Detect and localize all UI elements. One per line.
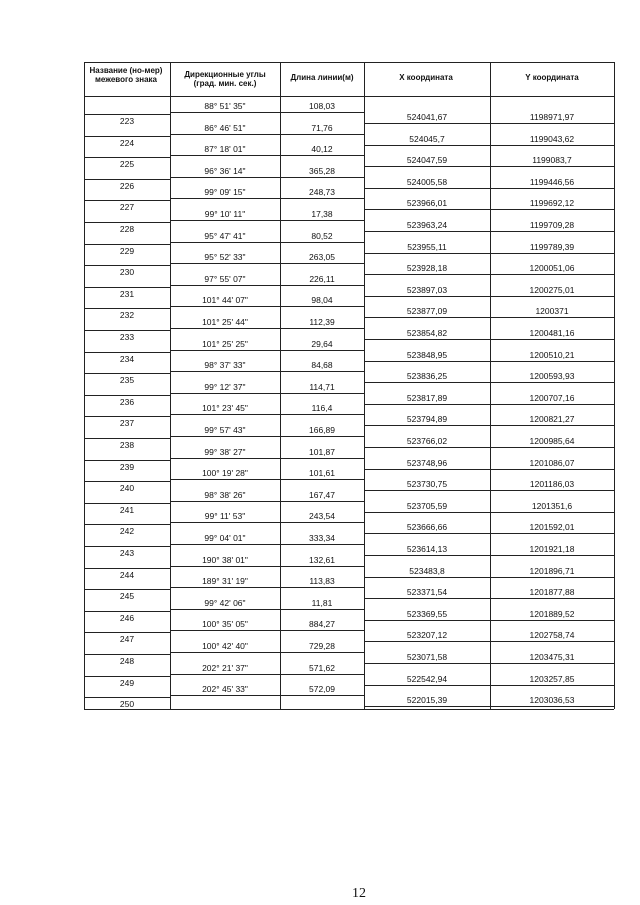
y-coordinate-cell: 1201877,88 xyxy=(529,587,575,598)
table-line xyxy=(170,609,280,610)
marker-name-cell: 225 xyxy=(119,159,135,170)
angle-cell: 100° 35' 05" xyxy=(202,619,248,630)
x-coordinate-cell: 523897,03 xyxy=(406,284,448,295)
marker-name-cell: 236 xyxy=(119,396,135,407)
table-line xyxy=(280,263,364,264)
table-line xyxy=(364,598,490,599)
table-line xyxy=(364,447,490,448)
table-line xyxy=(490,145,614,146)
table-line xyxy=(84,416,170,417)
table-line xyxy=(170,501,280,502)
marker-name-cell: 248 xyxy=(119,656,135,666)
marker-name-cell: 249 xyxy=(119,677,135,688)
marker-name-cell: 223 xyxy=(119,116,135,126)
x-coordinate-cell: 523614,13 xyxy=(406,544,448,554)
table-line xyxy=(170,414,280,415)
table-line xyxy=(84,308,170,309)
angle-cell: 99° 38' 27" xyxy=(204,446,246,457)
table-line xyxy=(170,652,280,653)
table-line xyxy=(170,328,280,329)
table-line xyxy=(170,134,280,135)
length-cell: 365,28 xyxy=(309,165,335,176)
table-line xyxy=(490,123,614,124)
marker-name-cell: 230 xyxy=(119,267,135,278)
table-line xyxy=(280,177,364,178)
table-line xyxy=(490,663,614,664)
marker-name-cell: 245 xyxy=(119,591,135,602)
y-coordinate-cell: 1201889,52 xyxy=(529,608,575,619)
angle-cell: 100° 42' 40" xyxy=(202,641,248,651)
table-line xyxy=(84,330,170,331)
table-line xyxy=(170,155,280,156)
table-line xyxy=(84,481,170,482)
table-line xyxy=(490,533,614,534)
length-cell: 101,61 xyxy=(309,468,335,479)
marker-name-cell: 229 xyxy=(119,245,135,256)
table-line xyxy=(280,566,364,567)
table-line xyxy=(490,361,614,362)
x-coordinate-cell: 523748,96 xyxy=(406,457,448,468)
length-cell: 84,68 xyxy=(311,360,333,371)
table-line xyxy=(490,231,614,232)
angle-cell: 101° 25' 25" xyxy=(202,338,248,349)
angle-cell: 189° 31' 19" xyxy=(202,576,248,587)
marker-name-cell: 247 xyxy=(119,634,135,645)
table-line xyxy=(490,555,614,556)
length-cell: 248,73 xyxy=(309,187,335,198)
table-line xyxy=(84,546,170,547)
x-coordinate-cell: 524041,67 xyxy=(406,112,448,122)
table-line xyxy=(364,685,490,686)
angle-cell: 101° 44' 07" xyxy=(202,295,248,306)
length-cell: 80,52 xyxy=(311,230,333,241)
x-coordinate-cell: 523705,59 xyxy=(406,500,448,511)
y-coordinate-cell: 1200593,93 xyxy=(529,371,575,382)
table-line xyxy=(364,404,490,405)
x-coordinate-cell: 523817,89 xyxy=(406,392,448,403)
x-coordinate-cell: 523877,09 xyxy=(406,306,448,317)
table-line xyxy=(490,620,614,621)
table-line xyxy=(84,395,170,396)
table-line xyxy=(84,438,170,439)
length-cell: 116,4 xyxy=(311,403,333,414)
table-line xyxy=(280,112,364,113)
y-coordinate-cell: 1203257,85 xyxy=(529,673,575,684)
angle-cell: 202° 45' 33" xyxy=(202,684,248,695)
table-line xyxy=(364,469,490,470)
table-line xyxy=(364,533,490,534)
table-line xyxy=(364,555,490,556)
marker-name-cell: 227 xyxy=(119,202,135,213)
table-line xyxy=(84,568,170,569)
table-line xyxy=(490,339,614,340)
table-line xyxy=(490,577,614,578)
table-line xyxy=(84,96,614,97)
marker-name-cell: 237 xyxy=(119,418,135,429)
table-line xyxy=(170,587,280,588)
table-line xyxy=(84,524,170,525)
table-line xyxy=(364,231,490,232)
table-line xyxy=(170,393,280,394)
angle-cell: 99° 11' 53" xyxy=(204,511,246,522)
table-line xyxy=(490,404,614,405)
marker-name-cell: 244 xyxy=(119,569,135,580)
table-line xyxy=(364,166,490,167)
table-line xyxy=(84,676,170,677)
x-coordinate-cell: 523854,82 xyxy=(406,328,448,338)
table-line xyxy=(364,274,490,275)
length-cell: 263,05 xyxy=(309,252,335,263)
table-line xyxy=(490,685,614,686)
table-line xyxy=(280,155,364,156)
y-coordinate-cell: 1200821,27 xyxy=(529,414,575,425)
table-line xyxy=(84,373,170,374)
table-line xyxy=(84,222,170,223)
marker-name-cell: 233 xyxy=(119,332,135,342)
table-line xyxy=(84,352,170,353)
table-line xyxy=(84,136,170,137)
angle-cell: 98° 37' 33" xyxy=(204,360,246,371)
y-coordinate-cell: 1200707,16 xyxy=(529,392,575,403)
page-number: 12 xyxy=(352,886,366,901)
length-cell: 571,62 xyxy=(309,662,335,673)
angle-cell: 190° 38' 01" xyxy=(202,554,248,565)
length-cell: 101,87 xyxy=(309,446,335,457)
table-line xyxy=(490,253,614,254)
table-line xyxy=(364,253,490,254)
table-line xyxy=(280,544,364,545)
table-line xyxy=(490,188,614,189)
x-coordinate-cell: 523207,12 xyxy=(406,630,448,641)
table-line xyxy=(280,393,364,394)
header-y: Y координата xyxy=(525,73,579,82)
angle-cell: 99° 57' 43" xyxy=(204,425,246,435)
length-cell: 29,64 xyxy=(311,338,333,349)
table-line xyxy=(490,425,614,426)
table-line xyxy=(364,209,490,210)
length-cell: 884,27 xyxy=(309,619,335,630)
table-line xyxy=(364,317,490,318)
y-coordinate-cell: 1199043,62 xyxy=(529,133,575,144)
length-cell: 71,76 xyxy=(311,122,333,133)
length-cell: 114,71 xyxy=(309,381,335,392)
angle-cell: 96° 36' 14" xyxy=(204,165,246,176)
header-angles: Дирекционные углы (град. мин. сек.) xyxy=(184,70,266,88)
marker-name-cell: 224 xyxy=(119,137,135,148)
table-line xyxy=(280,458,364,459)
table-line xyxy=(490,447,614,448)
angle-cell: 99° 12' 37" xyxy=(204,381,246,392)
x-coordinate-cell: 523966,01 xyxy=(406,198,448,209)
length-cell: 243,54 xyxy=(309,511,335,522)
y-coordinate-cell: 1203475,31 xyxy=(529,652,575,662)
table-line xyxy=(490,317,614,318)
marker-name-cell: 228 xyxy=(119,224,135,234)
table-line xyxy=(280,652,364,653)
table-line xyxy=(280,306,364,307)
marker-name-cell: 246 xyxy=(119,612,135,623)
marker-name-cell: 235 xyxy=(119,375,135,386)
table-line xyxy=(280,198,364,199)
table-line xyxy=(170,458,280,459)
table-line xyxy=(490,382,614,383)
y-coordinate-cell: 1201592,01 xyxy=(529,522,575,533)
y-coordinate-cell: 1199692,12 xyxy=(529,198,575,209)
table-line xyxy=(280,371,364,372)
table-line xyxy=(170,263,280,264)
y-coordinate-cell: 1200371 xyxy=(535,306,569,317)
table-line xyxy=(170,522,280,523)
angle-cell: 97° 55' 07" xyxy=(204,273,246,284)
table-line xyxy=(364,620,490,621)
table-line xyxy=(170,242,280,243)
x-coordinate-cell: 523955,11 xyxy=(407,241,447,252)
x-coordinate-cell: 523730,75 xyxy=(406,479,448,490)
table-line xyxy=(614,62,615,709)
table-line xyxy=(84,611,170,612)
header-x: Х координата xyxy=(399,73,453,82)
table-line xyxy=(490,641,614,642)
header-length: Длина линии(м) xyxy=(290,73,354,82)
table-line xyxy=(84,265,170,266)
table-line xyxy=(84,179,170,180)
marker-name-cell: 226 xyxy=(119,180,135,191)
table-line xyxy=(84,654,170,655)
y-coordinate-cell: 1202758,74 xyxy=(529,630,575,641)
angle-cell: 101° 23' 45" xyxy=(202,403,248,414)
angle-cell: 99° 04' 01" xyxy=(204,533,246,543)
table-line xyxy=(364,425,490,426)
table-line xyxy=(170,220,280,221)
table-line xyxy=(170,630,280,631)
y-coordinate-cell: 1199446,56 xyxy=(529,176,575,187)
y-coordinate-cell: 1201086,07 xyxy=(529,457,575,468)
length-cell: 98,04 xyxy=(311,295,333,306)
y-coordinate-cell: 1200985,64 xyxy=(529,436,575,446)
table-line xyxy=(170,436,280,437)
length-cell: 729,28 xyxy=(309,641,335,651)
y-coordinate-cell: 1200510,21 xyxy=(529,349,575,360)
length-cell: 132,61 xyxy=(309,554,335,565)
marker-name-cell: 243 xyxy=(119,548,135,558)
table-line xyxy=(170,674,280,675)
table-line xyxy=(170,566,280,567)
angle-cell: 88° 51' 35" xyxy=(204,101,246,111)
x-coordinate-cell: 523928,18 xyxy=(406,263,448,274)
x-coordinate-cell: 523766,02 xyxy=(406,436,448,446)
x-coordinate-cell: 523963,24 xyxy=(406,220,448,230)
angle-cell: 98° 38' 26" xyxy=(204,489,246,500)
marker-name-cell: 238 xyxy=(119,440,135,450)
table-line xyxy=(84,632,170,633)
length-cell: 333,34 xyxy=(309,533,335,543)
marker-name-cell: 234 xyxy=(119,353,135,364)
y-coordinate-cell: 1203036,53 xyxy=(529,695,575,706)
table-line xyxy=(280,328,364,329)
table-line xyxy=(170,371,280,372)
length-cell: 226,11 xyxy=(309,273,335,284)
x-coordinate-cell: 523071,58 xyxy=(406,652,448,662)
table-line xyxy=(280,479,364,480)
header-name: Название (но-мер) межевого знака xyxy=(89,66,163,84)
table-line xyxy=(84,503,170,504)
table-line xyxy=(364,361,490,362)
marker-name-cell: 242 xyxy=(119,526,135,537)
angle-cell: 202° 21' 37" xyxy=(202,662,248,673)
x-coordinate-cell: 524047,59 xyxy=(406,155,448,166)
table-line xyxy=(280,436,364,437)
table-line xyxy=(280,609,364,610)
table-line xyxy=(84,157,170,158)
table-line xyxy=(364,382,490,383)
marker-name-cell: 239 xyxy=(119,461,135,472)
table-line xyxy=(364,577,490,578)
y-coordinate-cell: 1201921,18 xyxy=(529,544,575,554)
table-line xyxy=(170,544,280,545)
table-line xyxy=(364,339,490,340)
table-line xyxy=(170,479,280,480)
table-line xyxy=(84,697,170,698)
table-line xyxy=(170,306,280,307)
table-line xyxy=(170,112,280,113)
length-cell: 11,81 xyxy=(311,597,333,608)
table-line xyxy=(490,512,614,513)
angle-cell: 95° 52' 33" xyxy=(204,252,246,263)
marker-name-cell: 231 xyxy=(119,288,135,299)
length-cell: 108,03 xyxy=(309,101,335,111)
table-line xyxy=(364,490,490,491)
table-line xyxy=(84,709,614,710)
y-coordinate-cell: 1201351,6 xyxy=(531,500,573,511)
y-coordinate-cell: 1199709,28 xyxy=(529,220,575,230)
length-cell: 167,47 xyxy=(309,489,335,500)
table-line xyxy=(364,145,490,146)
table-line xyxy=(490,706,614,707)
x-coordinate-cell: 522015,39 xyxy=(406,695,448,706)
length-cell: 166,89 xyxy=(309,425,335,435)
angle-cell: 99° 42' 06" xyxy=(204,597,246,608)
marker-name-cell: 241 xyxy=(119,504,135,515)
y-coordinate-cell: 1199789,39 xyxy=(529,241,575,252)
marker-name-cell: 232 xyxy=(119,310,135,321)
table-line xyxy=(364,706,490,707)
x-coordinate-cell: 523369,55 xyxy=(406,608,448,619)
table-line xyxy=(280,220,364,221)
table-line xyxy=(170,350,280,351)
length-cell: 112,39 xyxy=(309,317,335,327)
x-coordinate-cell: 523666,66 xyxy=(406,522,448,533)
angle-cell: 86° 46' 51" xyxy=(204,122,246,133)
table-line xyxy=(490,469,614,470)
y-coordinate-cell: 1199083,7 xyxy=(532,155,572,166)
x-coordinate-cell: 524045,7 xyxy=(409,133,445,144)
angle-cell: 100° 19' 28" xyxy=(202,468,248,479)
table-line xyxy=(280,674,364,675)
table-line xyxy=(280,134,364,135)
x-coordinate-cell: 522542,94 xyxy=(406,673,448,684)
table-line xyxy=(84,244,170,245)
x-coordinate-cell: 523848,95 xyxy=(406,349,448,360)
length-cell: 17,38 xyxy=(311,209,333,219)
table-line xyxy=(280,501,364,502)
angle-cell: 87° 18' 01" xyxy=(204,144,246,155)
table-line xyxy=(280,630,364,631)
angle-cell: 101° 25' 44" xyxy=(202,317,248,327)
angle-cell: 99° 09' 15" xyxy=(204,187,246,198)
x-coordinate-cell: 523836,25 xyxy=(406,371,448,382)
table-line xyxy=(84,114,170,115)
table-line xyxy=(490,166,614,167)
table-line xyxy=(84,62,614,63)
table-line xyxy=(490,274,614,275)
table-line xyxy=(84,287,170,288)
table-line xyxy=(84,589,170,590)
y-coordinate-cell: 1201896,71 xyxy=(529,565,575,576)
y-coordinate-cell: 1198971,97 xyxy=(529,112,575,122)
length-cell: 113,83 xyxy=(309,576,335,587)
table-line xyxy=(490,490,614,491)
table-line xyxy=(280,587,364,588)
table-line xyxy=(280,414,364,415)
table-line xyxy=(364,188,490,189)
table-line xyxy=(170,285,280,286)
x-coordinate-cell: 523483,8 xyxy=(409,565,445,576)
table-line xyxy=(364,512,490,513)
table-line xyxy=(170,177,280,178)
table-line xyxy=(364,641,490,642)
table-line xyxy=(280,522,364,523)
table-line xyxy=(84,460,170,461)
y-coordinate-cell: 1200051,06 xyxy=(529,263,575,274)
x-coordinate-cell: 523371,54 xyxy=(406,587,448,598)
table-line xyxy=(280,242,364,243)
table-line xyxy=(170,198,280,199)
y-coordinate-cell: 1201186,03 xyxy=(529,479,575,490)
angle-cell: 99° 10' 11" xyxy=(204,209,246,219)
table-line xyxy=(280,285,364,286)
marker-name-cell: 240 xyxy=(119,483,135,494)
x-coordinate-cell: 524005,58 xyxy=(406,176,448,187)
table-line xyxy=(364,663,490,664)
table-line xyxy=(364,296,490,297)
table-line xyxy=(280,695,364,696)
table-line xyxy=(84,200,170,201)
marker-name-cell: 250 xyxy=(119,699,135,710)
x-coordinate-cell: 523794,89 xyxy=(406,414,448,425)
table-line xyxy=(490,296,614,297)
table-line xyxy=(364,123,490,124)
length-cell: 40,12 xyxy=(311,144,333,155)
table-line xyxy=(170,695,280,696)
length-cell: 572,09 xyxy=(309,684,335,695)
y-coordinate-cell: 1200275,01 xyxy=(529,284,575,295)
table-line xyxy=(280,350,364,351)
y-coordinate-cell: 1200481,16 xyxy=(529,328,575,338)
table-line xyxy=(490,209,614,210)
angle-cell: 95° 47' 41" xyxy=(204,230,246,241)
table-line xyxy=(490,598,614,599)
